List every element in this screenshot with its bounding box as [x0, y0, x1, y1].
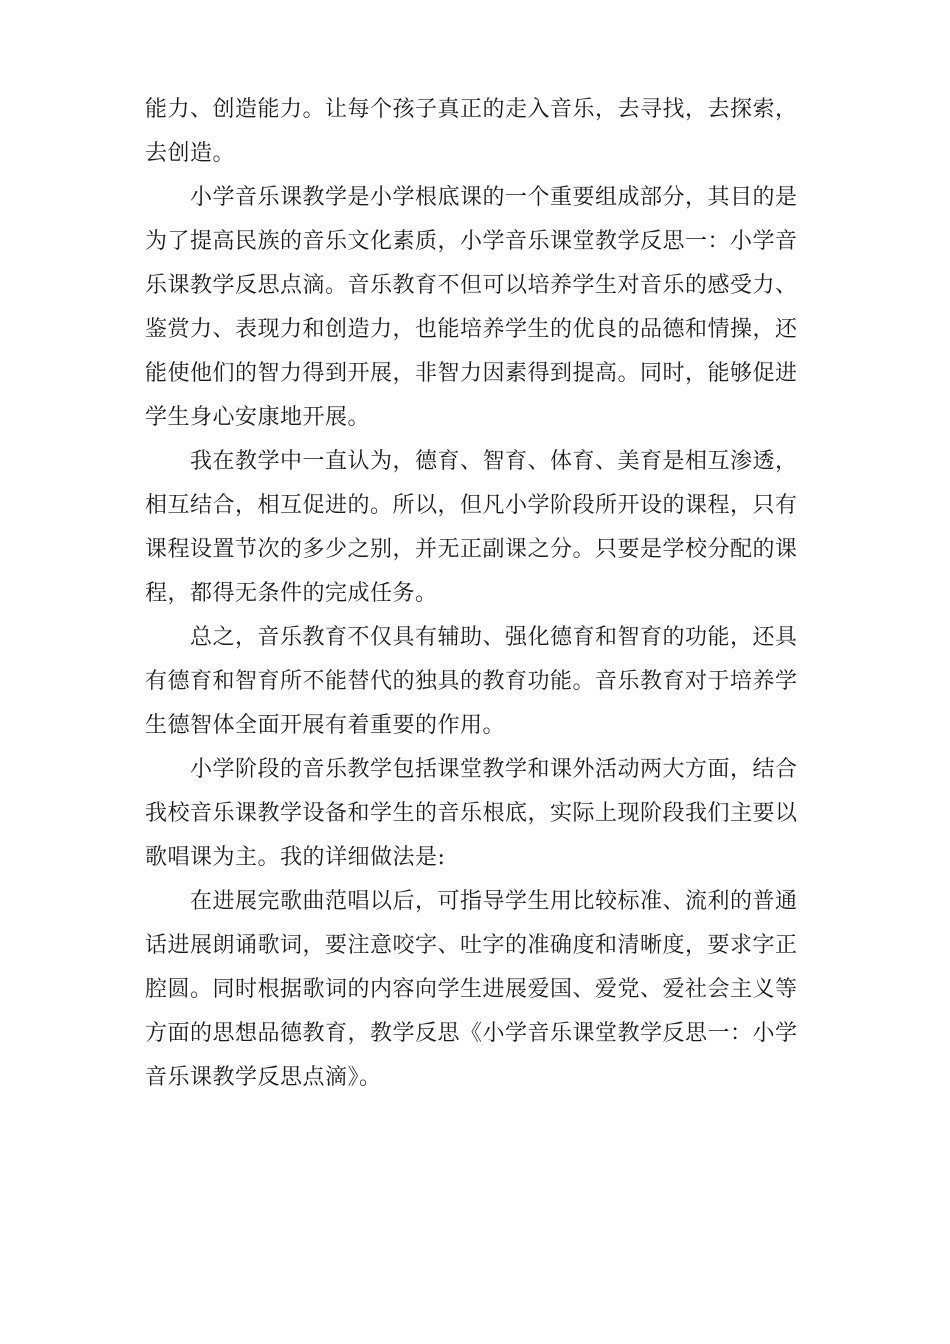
text-line: 课程设置节次的多少之别，并无正副课之分。只要是学校分配的课 [145, 537, 798, 562]
text-line: 能使他们的智力得到开展，非智力因素得到提高。同时，能够促进 [145, 361, 798, 386]
paragraph-start-line: 总之，音乐教育不仅具有辅助、强化德育和智育的功能，还具 [190, 625, 798, 650]
text-line: 腔圆。同时根据歌词的内容向学生进展爱国、爱党、爱社会主义等 [145, 977, 798, 1002]
text-line: 鉴赏力、表现力和创造力，也能培养学生的优良的品德和情操，还 [145, 317, 798, 342]
paragraph-start-line: 我在教学中一直认为，德育、智育、体育、美育是相互渗透， [190, 449, 798, 474]
text-line: 话进展朗诵歌词，要注意咬字、吐字的准确度和清晰度，要求字正 [145, 933, 798, 958]
paragraph-start-line: 在进展完歌曲范唱以后，可指导学生用比较标准、流利的普通 [190, 889, 798, 914]
text-line: 去创造。 [145, 141, 236, 166]
text-line: 我校音乐课教学设备和学生的音乐根底，实际上现阶段我们主要以 [145, 801, 798, 826]
text-line: 音乐课教学反思点滴》。 [145, 1065, 382, 1090]
text-line: 为了提高民族的音乐文化素质，小学音乐课堂教学反思一：小学音 [145, 229, 798, 254]
text-line: 相互结合，相互促进的。所以，但凡小学阶段所开设的课程，只有 [145, 493, 798, 518]
text-line: 乐课教学反思点滴。音乐教育不但可以培养学生对音乐的感受力、 [145, 273, 798, 298]
paragraph-start-line: 小学音乐课教学是小学根底课的一个重要组成部分，其目的是 [190, 185, 798, 210]
text-line: 有德育和智育所不能替代的独具的教育功能。音乐教育对于培养学 [145, 669, 798, 694]
text-line: 方面的思想品德教育，教学反思《小学音乐课堂教学反思一：小学 [145, 1021, 798, 1046]
text-line: 生德智体全面开展有着重要的作用。 [145, 713, 506, 738]
text-line: 歌唱课为主。我的详细做法是: [145, 845, 446, 870]
text-line: 学生身心安康地开展。 [145, 405, 371, 430]
text-line: 程，都得无条件的完成任务。 [145, 581, 438, 606]
text-line: 能力、创造能力。让每个孩子真正的走入音乐，去寻找，去探索， [145, 97, 798, 122]
body-text [145, 88, 798, 1100]
paragraph-start-line: 小学阶段的音乐教学包括课堂教学和课外活动两大方面，结合 [190, 757, 798, 782]
